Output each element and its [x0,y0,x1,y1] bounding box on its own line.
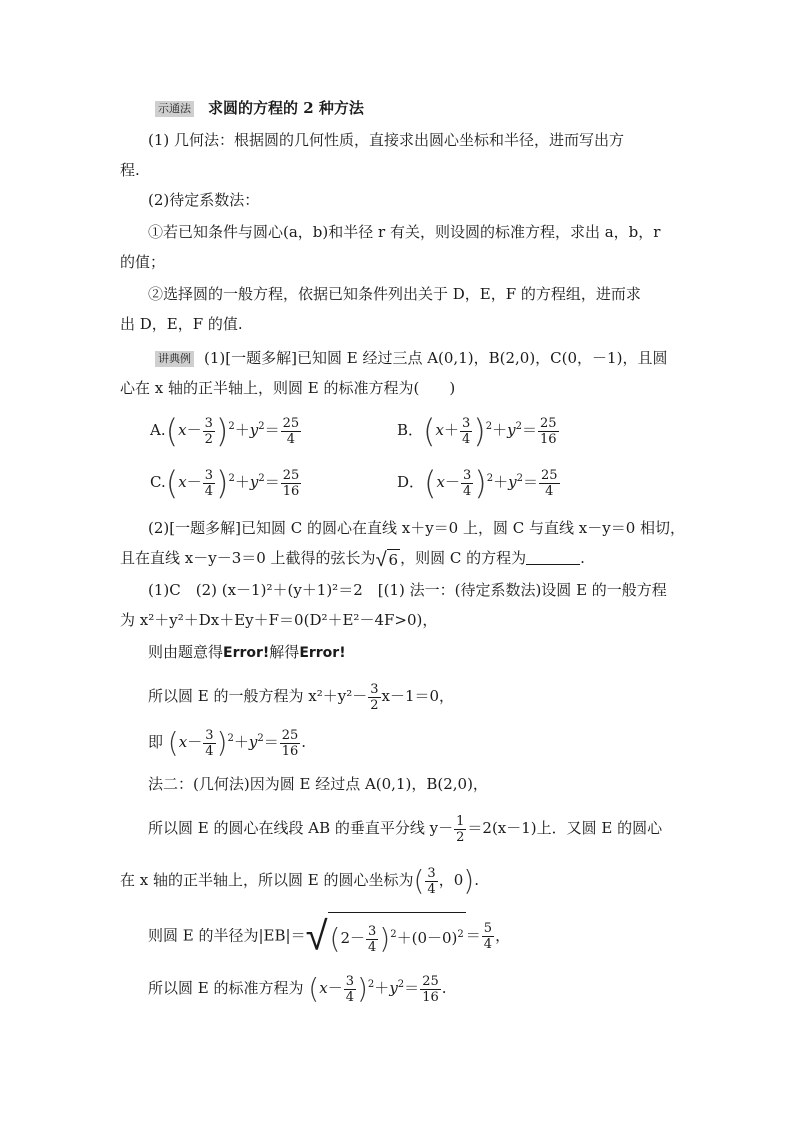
error-text-2: Error! [299,645,346,661]
example-tag: 讲典例 [155,351,194,367]
answer-blank[interactable] [526,550,580,565]
example-q1-text: (1)[一题多解]已知圆 E 经过三点 A(0,1)，B(2,0)，C(0，－1)，且圆 [204,349,668,367]
solution-line-1: (1)C (2) (x－1)²＋(y＋1)²＝2 [(1) 法一：(待定系数法)设圆 E 的一般方程 [148,581,667,599]
option-c[interactable]: C.(x－ $\frac{3}{4}$ )$^2+y^2=$ $\frac{25}{16}$ [150,464,300,502]
sqrt-six: √ 6 [375,547,399,572]
geo-method-line-2: 程. [120,161,140,179]
method-header [155,98,364,118]
example-q2-line-1: (2)[一题多解]已知圆 C 的圆心在直线 x＋y＝0 上，圆 C 与直线 x－y＝0 相切， [148,519,686,537]
example-q1-line-2: 心在 x 轴的正半轴上，则圆 E 的标准方程为( ) [120,379,456,397]
method-2-line: 法二：(几何法)因为圆 E 经过点 A(0,1)，B(2,0)， [148,775,488,793]
step-1-line-1: ①若已知条件与圆心(a，b)和半径 r 有关，则设圆的标准方程，求出 a，b，r [148,223,661,241]
step-2-line-1: ②选择圆的一般方程，依据已知条件列出关于 D，E，F 的方程组，进而求 [148,285,641,303]
bisector-line: 所以圆 E 的圆心在线段 AB 的垂直平分线 y－ $\frac{1}{2}$ ＝2(x－1)上．又圆 E 的圆心 [148,813,663,845]
option-b[interactable]: B．(x＋ $\frac{3}{4}$ )$^2+y^2=$ $\frac{25}{16}$ [397,412,557,450]
method-title: 求圆的方程的 2 种方法 [208,99,364,117]
radius-sqrt: √(2－ $\frac{3}{4}$ )$^2+(0-0)^2$ [305,913,464,960]
example-q2-line-2: 且在直线 x－y－3＝0 上截得的弦长为√ 6 ，则圆 C 的方程为 . [120,547,585,572]
step-2-line-2: 出 D，E，F 的值. [120,315,243,333]
option-a[interactable]: A.(x－ $\frac{3}{2}$ )$^2+y^2=$ $\frac{25}{4}$ [150,412,300,450]
solution-error-line: 则由题意得Error!解得Error! [148,643,346,661]
geo-method-line-1: (1) 几何法：根据圆的几何性质，直接求出圆心坐标和半径，进而写出方 [148,131,625,149]
option-d-label: D． [397,473,425,491]
section-tag: 示通法 [155,101,194,117]
option-a-label: A. [150,421,166,439]
radius-line: 则圆 E 的半径为|EB|＝√(2－ $\frac{3}{4}$ )$^2+(0-0)^2$ ＝ $\frac{5}{4}$ ， [148,913,511,960]
general-equation-line: 所以圆 E 的一般方程为 x²＋y²－ $\frac{3}{2}$ x－1＝0， [148,681,455,713]
final-equation-line: 所以圆 E 的标准方程为 (x－ $\frac{3}{4}$ )$^2+y^2=$ $\frac{25}{16}$ . [148,972,447,1005]
center-line: 在 x 轴的正半轴上，所以圆 E 的圆心坐标为( $\frac{3}{4}$ ，0). [120,864,479,897]
solution-line-2: 为 x²＋y²＋Dx＋Ey＋F＝0(D²＋E²－4F>0)， [120,611,438,629]
standard-form-line: 即 (x－ $\frac{3}{4}$ )$^2+y^2=$ $\frac{25}{16}$ . [148,726,307,759]
option-b-label: B． [397,421,424,439]
option-d[interactable]: D．(x－ $\frac{3}{4}$ )$^2+y^2=$ $\frac{25}{4}$ [397,464,558,502]
example-q1-line-1 [155,348,667,368]
step-1-line-2: 的值； [120,253,166,271]
option-c-label: C. [150,473,166,491]
error-text-1: Error! [223,645,270,661]
undetermined-method-line: (2)待定系数法： [148,191,260,209]
